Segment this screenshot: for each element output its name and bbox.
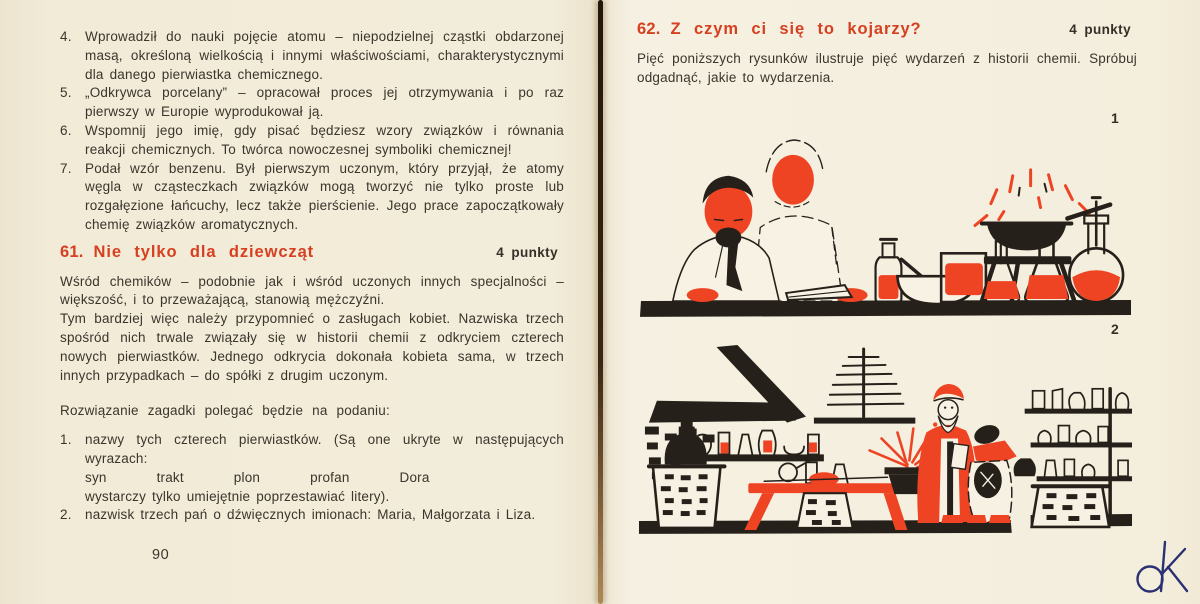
list-item-number: 4. — [60, 29, 72, 44]
figure-1-label: 1 — [1111, 110, 1119, 127]
list-item-text: „Odkrywca porcelany” – opracował proces jej otrzymywania i po raz pierwszy w Europie wyprodukował ją. — [85, 85, 564, 120]
book-gutter — [598, 0, 603, 604]
solution-item-1-lead: nazwy tych czterech pierwiastków. (Są one ukryte w następujących wyrazach: — [85, 432, 564, 466]
section-62-heading — [637, 20, 1137, 40]
figure-2-label: 2 — [1111, 321, 1119, 338]
section-points: 4 punkty — [496, 244, 558, 260]
publisher-dk-logo — [1132, 536, 1192, 598]
hidden-words-row — [85, 469, 564, 488]
list-item-6 — [60, 122, 564, 160]
section-title: Z czym ci się to kojarzy? — [670, 20, 922, 38]
solution-intro: Rozwiązanie zagadki polegać będzie na podaniu: — [60, 403, 390, 419]
list-item-number: 1. — [60, 432, 72, 448]
page-number: 90 — [152, 547, 170, 563]
right-page — [637, 20, 1137, 537]
paragraph: Tym bardziej więc należy przypomnieć o zasługach kobiet. Nazwiska trzech spośród nich trwale związały się w historii chemii z odkryciem czterech nowych pierwiastków. Jednego odkrycia dokonała kobieta sama, w trzech innych przypadkach – do spółki z drugim uczonym. — [60, 311, 564, 383]
solution-item-text — [85, 431, 564, 506]
solution-item-2 — [60, 506, 564, 525]
solution-item-1 — [60, 431, 564, 506]
list-item-number: 6. — [60, 122, 72, 138]
list-item-7 — [60, 160, 564, 235]
hidden-word: trakt — [156, 469, 184, 485]
hidden-word: profan — [310, 469, 350, 485]
list-item-number: 2. — [60, 507, 72, 523]
list-item-4 — [60, 28, 564, 84]
list-item-text: Wspomnij jego imię, gdy pisać będziesz wzory związków i równania reakcji chemicznych. To twórca nowoczesnej symboliki chemicznej! — [85, 122, 564, 157]
hidden-word: Dora — [399, 469, 430, 485]
section-number: 61. — [60, 242, 84, 261]
list-item-text: Podał wzór benzenu. Był pierwszym uczonym, który przyjął, że atomy węgla w cząsteczkach związków mogą tworzyć nie tylko proste lub rozgałęzione łańcuchy, lecz także pierścienie. Jego prace zapoczątkowały chemię związków aromatycznych. — [85, 160, 564, 232]
list-item-text: Wprowadził do nauki pojęcie atomu – niepodzielnej cząstki obdarzonej masą, określoną wielkością i innymi właściwościami, charakterystycznymi dla danego pierwiastka chemicznego. — [85, 29, 564, 82]
list-item-5 — [60, 84, 564, 122]
intro-paragraph: Pięć poniższych rysunków ilustruje pięć wydarzeń z historii chemii. Spróbuj odgadnąć, jakie to wydarzenia. — [637, 50, 1137, 85]
section-title: Nie tylko dla dziewcząt — [93, 242, 315, 261]
figure-2-illustration-alchemist — [637, 339, 1134, 537]
hidden-word: plon — [233, 469, 261, 485]
section-points: 4 punkty — [1069, 22, 1131, 37]
section-number: 62. — [637, 20, 661, 38]
list-item-number: 7. — [60, 160, 72, 176]
solution-item-text: nazwisk trzech pań o dźwięcznych imionach: Maria, Małgorzata i Liza. — [85, 507, 536, 523]
hidden-word: syn — [85, 469, 107, 485]
solution-item-1-tail: wystarczy tylko umiejętnie poprzestawiać litery). — [85, 488, 390, 504]
left-page — [60, 28, 564, 525]
paragraph: Wśród chemików – podobnie jak i wśród uczonych innych specjalności – większość, i to przeważającą, stanowią mężczyźni. — [60, 273, 564, 308]
figure-1-illustration-scientists — [637, 128, 1134, 318]
section-61-heading — [60, 243, 564, 263]
list-item-number: 5. — [60, 85, 72, 101]
